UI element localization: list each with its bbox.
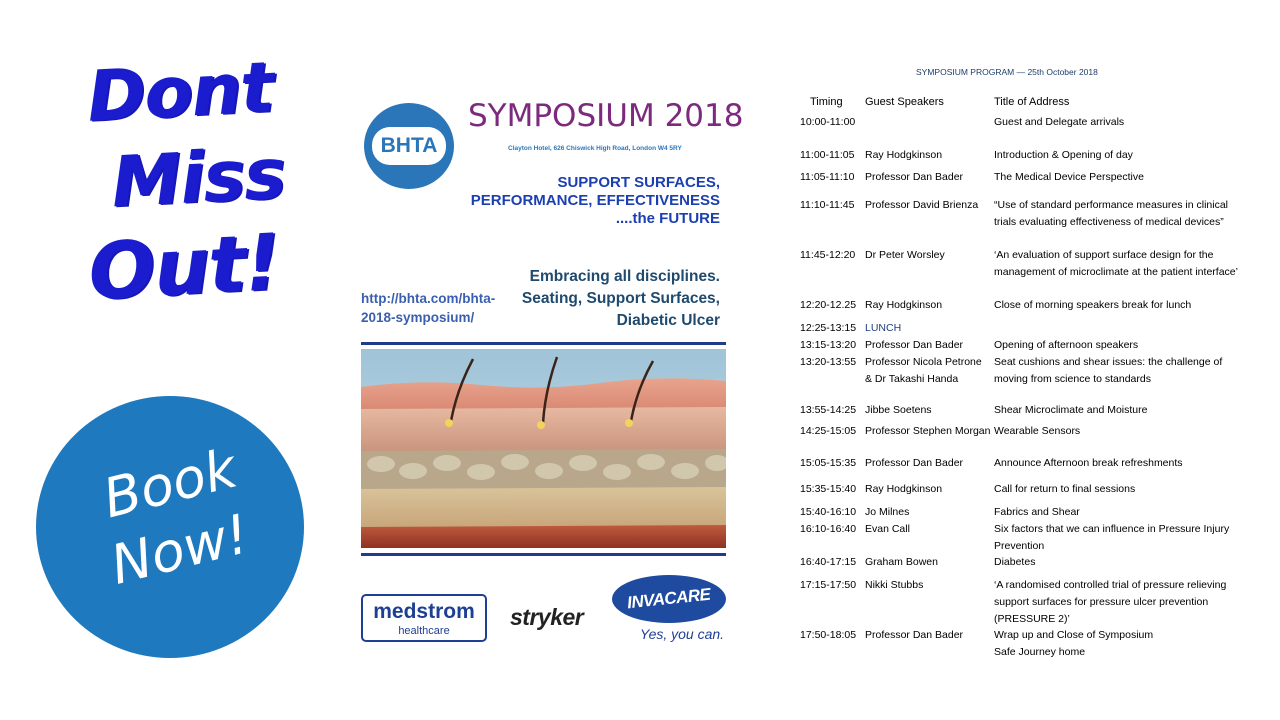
row-time: 15:40-16:10: [800, 506, 857, 518]
dont-miss-line-1: Dont: [85, 46, 275, 138]
skin-cross-section-image: [361, 349, 726, 548]
program-title: SYMPOSIUM PROGRAM — 25th October 2018: [916, 67, 1098, 77]
row-title: Shear Microclimate and Moisture: [994, 404, 1148, 416]
row-time: 17:15-17:50: [800, 579, 857, 591]
flyer-headline: [440, 174, 720, 228]
book-now-line-1: Book: [97, 436, 243, 531]
row-time: 13:55-14:25: [800, 404, 857, 416]
dont-miss-line-3: Out!: [86, 218, 282, 318]
row-title: Diabetes: [994, 556, 1036, 568]
row-speaker: Professor Dan Bader: [865, 629, 964, 641]
row-speaker: Graham Bowen: [865, 556, 938, 568]
row-speaker: Ray Hodgkinson: [865, 149, 943, 161]
tagline-line: Diabetic Ulcer: [616, 312, 720, 329]
row-time: 11:10-11:45: [800, 199, 855, 211]
row-title: “Use of standard performance measures in clinical trials evaluating effectiveness of medical devices”: [994, 199, 1229, 228]
row-speaker: Ray Hodgkinson: [865, 483, 943, 495]
venue-address: Clayton Hotel, 626 Chiswick High Road, London W4 5RY: [508, 145, 682, 152]
row-speaker: Professor Stephen Morgan: [865, 425, 991, 437]
headline-line: ....the FUTURE: [615, 210, 720, 227]
row-time: 11:45-12:20: [800, 249, 856, 261]
symposium-title: SYMPOSIUM 2018: [468, 98, 744, 134]
row-time: 11:05-11:10: [800, 171, 855, 183]
invacare-logo: [612, 575, 726, 623]
column-header-title: Title of Address: [994, 96, 1070, 108]
row-title: Seat cushions and shear issues: the challenge of moving from science to standards: [994, 356, 1223, 385]
row-time: 15:05-15:35: [800, 457, 857, 469]
row-time: 12:20-12.25: [800, 299, 857, 311]
row-time: 17:50-18:05: [800, 629, 857, 641]
row-title: ‘An evaluation of support surface design for the management of microclimate at the patient interface’: [994, 249, 1238, 278]
row-title: Six factors that we can influence in Pressure Injury Prevention: [994, 523, 1230, 552]
row-speaker: Professor Nicola Petrone & Dr Takashi Handa: [865, 356, 982, 385]
bhta-logo-text: BHTA: [372, 127, 446, 165]
dont-miss-out-graphic: [34, 46, 346, 392]
link-line[interactable]: http://bhta.com/bhta-: [361, 291, 496, 306]
row-speaker: LUNCH: [865, 322, 902, 334]
book-now-badge[interactable]: [36, 396, 304, 658]
row-speaker: Professor Dan Bader: [865, 457, 964, 469]
row-speaker: Ray Hodgkinson: [865, 299, 943, 311]
row-time: 15:35-15:40: [800, 483, 857, 495]
row-title: Close of morning speakers break for lunch: [994, 299, 1192, 311]
row-speaker: Professor David Brienza: [865, 199, 979, 211]
row-time: 13:20-13:55: [800, 356, 857, 368]
row-time: 11:00-11:05: [800, 149, 855, 161]
tagline-line: Embracing all disciplines.: [529, 268, 720, 285]
row-speaker: Professor Dan Bader: [865, 171, 964, 183]
row-title: Call for return to final sessions: [994, 483, 1136, 495]
headline-line: SUPPORT SURFACES,: [557, 174, 720, 191]
row-time: 13:15-13:20: [800, 339, 857, 351]
flyer-divider: [361, 553, 726, 556]
column-header-speakers: Guest Speakers: [865, 96, 944, 108]
row-title: Introduction & Opening of day: [994, 149, 1133, 161]
row-time: 10:00-11:00: [800, 116, 856, 128]
medstrom-logo-sub: healthcare: [398, 625, 450, 637]
dont-miss-line-2: Miss: [109, 132, 287, 224]
row-title: The Medical Device Perspective: [994, 171, 1144, 183]
row-time: 16:40-17:15: [800, 556, 857, 568]
medstrom-logo: [361, 594, 487, 642]
row-speaker: Professor Dan Bader: [865, 339, 964, 351]
row-title: Wrap up and Close of Symposium Safe Journey home: [994, 629, 1154, 658]
link-line[interactable]: 2018-symposium/: [361, 310, 475, 325]
row-speaker: Jibbe Soetens: [865, 404, 932, 416]
column-header-timing: Timing: [810, 96, 843, 108]
headline-line: PERFORMANCE, EFFECTIVENESS: [470, 192, 720, 209]
row-title: Announce Afternoon break refreshments: [994, 457, 1183, 469]
invacare-logo-name: INVACARE: [626, 584, 712, 613]
row-title: Fabrics and Shear: [994, 506, 1080, 518]
book-now-line-2: Now!: [104, 502, 256, 597]
tagline-line: Seating, Support Surfaces,: [521, 290, 720, 307]
invacare-slogan: Yes, you can.: [640, 626, 725, 642]
row-title: Opening of afternoon speakers: [994, 339, 1139, 351]
row-title: ‘A randomised controlled trial of pressure relieving support surfaces for pressure ulcer prevention (PRESSURE 2)’: [994, 579, 1227, 625]
row-time: 14:25-15:05: [800, 425, 857, 437]
flyer-tagline: [490, 266, 720, 332]
medstrom-logo-name: medstrom: [373, 600, 475, 623]
flyer-divider: [361, 342, 726, 345]
row-time: 12:25-13:15: [800, 322, 857, 334]
row-title: Wearable Sensors: [994, 425, 1081, 437]
row-speaker: Jo Milnes: [865, 506, 910, 518]
symposium-link[interactable]: [361, 289, 511, 327]
row-title: Guest and Delegate arrivals: [994, 116, 1125, 128]
stryker-logo: stryker: [510, 604, 584, 630]
row-speaker: Evan Call: [865, 523, 910, 535]
row-speaker: Nikki Stubbs: [865, 579, 924, 591]
row-time: 16:10-16:40: [800, 523, 857, 535]
row-speaker: Dr Peter Worsley: [865, 249, 945, 261]
